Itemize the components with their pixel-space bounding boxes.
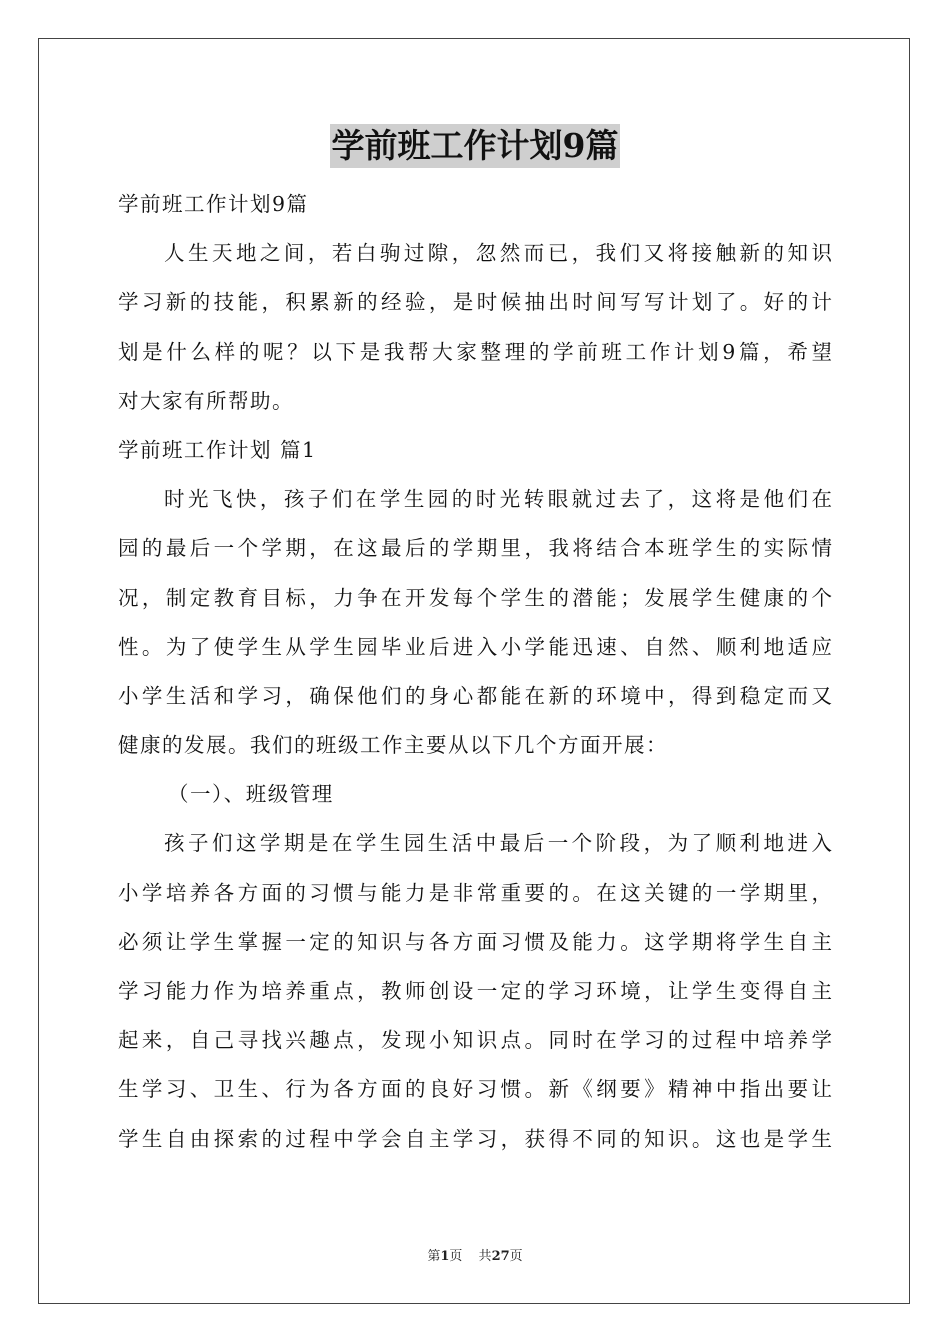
paragraph-line: 人生天地之间，若白驹过隙，忽然而已，我们又将接触新的知识 [164, 241, 832, 266]
document-body [118, 180, 832, 1164]
paragraph-line: 学习新的技能，积累新的经验，是时候抽出时间写写计划了。好的计 [118, 290, 832, 315]
paragraph-line: 健康的发展。我们的班级工作主要从以下几个方面开展： [118, 733, 668, 758]
paragraph-line: 况，制定教育目标，力争在开发每个学生的潜能；发展学生健康的个 [118, 585, 832, 610]
paragraph-line: 学习能力作为培养重点，教师创设一定的学习环境，让学生变得自主 [118, 979, 832, 1003]
paragraph-line: 起来，自己寻找兴趣点，发现小知识点。同时在学习的过程中培养学 [118, 1028, 832, 1053]
paragraph-line: 学生自由探索的过程中学会自主学习，获得不同的知识。这也是学生 [118, 1126, 832, 1151]
page-number: 第1页 [427, 1249, 463, 1264]
total-pages: 共27页 [478, 1249, 523, 1264]
paragraph-line: 孩子们这学期是在学生园生活中最后一个阶段，为了顺利地进入 [164, 831, 832, 856]
paragraph-line: 性。为了使学生从学生园毕业后进入小学能迅速、自然、顺利地适应 [118, 634, 832, 659]
section-heading: 学前班工作计划 篇1 [118, 437, 317, 462]
paragraph-line: 必须让学生掌握一定的知识与各方面习惯及能力。这学期将学生自主 [118, 929, 832, 954]
subsection-heading: （一）、班级管理 [168, 782, 334, 807]
paragraph-line: 小学培养各方面的习惯与能力是非常重要的。在这关键的一学期里， [118, 880, 832, 905]
paragraph-line: 园的最后一个学期，在这最后的学期里，我将结合本班学生的实际情 [118, 536, 832, 561]
page-footer [0, 1248, 950, 1266]
paragraph-line: 生学习、卫生、行为各方面的良好习惯。新《纲要》精神中指出要让 [118, 1077, 832, 1102]
paragraph-line: 划是什么样的呢？以下是我帮大家整理的学前班工作计划9篇，希望 [118, 339, 832, 364]
paragraph-line: 时光飞快，孩子们在学生园的时光转眼就过去了，这将是他们在 [164, 487, 832, 512]
paragraph-line: 小学生活和学习，确保他们的身心都能在新的环境中，得到稳定而又 [118, 683, 832, 708]
subtitle-line: 学前班工作计划9篇 [118, 192, 309, 216]
document-title: 学前班工作计划9篇 [330, 124, 621, 168]
paragraph-line: 对大家有所帮助。 [118, 388, 294, 413]
title-container [0, 124, 950, 168]
